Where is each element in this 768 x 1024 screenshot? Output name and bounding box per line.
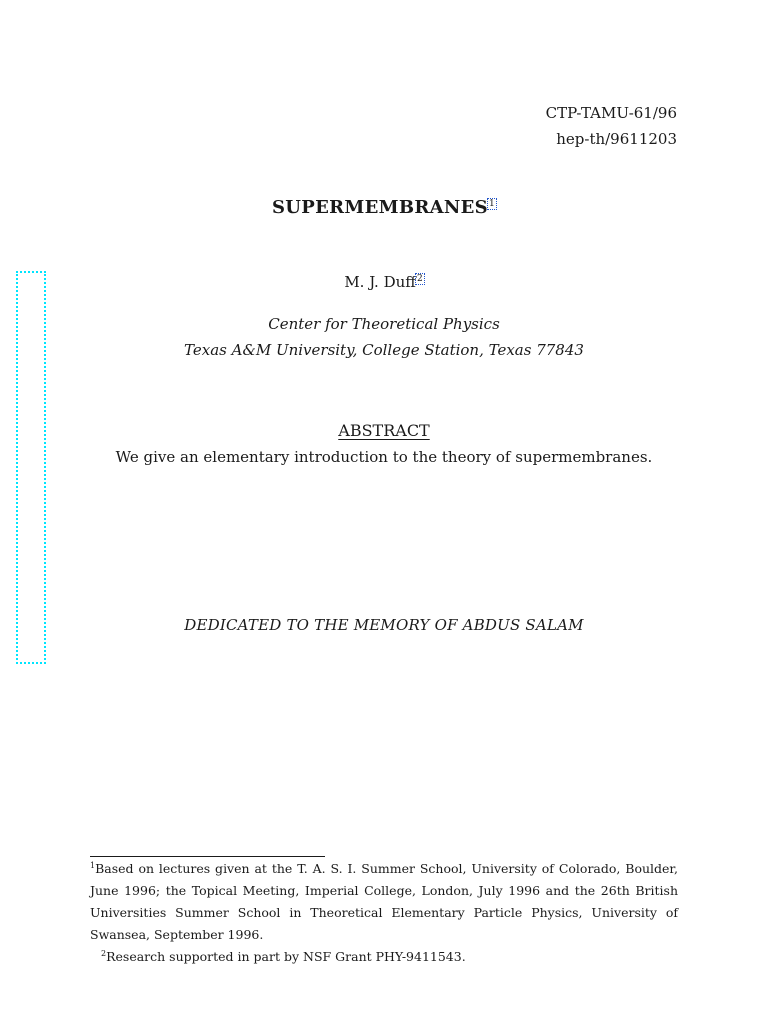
preprint-info bbox=[546, 100, 677, 152]
affiliation bbox=[0, 311, 768, 363]
footnote-2-text: Research supported in part by NSF Grant PHY-9411543. bbox=[106, 949, 466, 964]
paper-title bbox=[0, 197, 768, 218]
affiliation-line-2: Texas A&M University, College Station, Texas 77843 bbox=[184, 341, 584, 359]
footnote-1 bbox=[90, 858, 678, 946]
author bbox=[0, 273, 768, 291]
abstract-heading-text: ABSTRACT bbox=[338, 421, 430, 440]
footnote-1-mark: 1 bbox=[90, 860, 96, 870]
footnote-rule bbox=[90, 856, 325, 857]
title-footnote-link[interactable]: 1 bbox=[488, 199, 496, 209]
title-text: SUPERMEMBRANES bbox=[271, 197, 488, 218]
hyperlink-box[interactable] bbox=[16, 271, 46, 664]
abstract-heading bbox=[0, 421, 768, 440]
author-footnote-link[interactable]: 2 bbox=[416, 274, 423, 284]
abstract-text: We give an elementary introduction to the theory of supermembranes. bbox=[115, 448, 653, 466]
footnotes bbox=[90, 858, 678, 968]
footnote-1-text: Based on lectures given at the T. A. S. I. Summer School, University of Colorado, Boulder, June 1996; the Topical Meeting, Imperial College, London, July 1996 and the 26th British Universities Summer School in Theoretical Elementary Particle Physics, University of Swansea, September 1996. bbox=[90, 861, 678, 942]
author-name: M. J. Duff bbox=[344, 273, 416, 291]
affiliation-line-1: Center for Theoretical Physics bbox=[268, 315, 500, 333]
dedication: DEDICATED TO THE MEMORY OF ABDUS SALAM bbox=[184, 616, 584, 634]
footnote-2 bbox=[90, 946, 678, 968]
footnote-2-mark: 2 bbox=[101, 948, 107, 958]
report-number: CTP-TAMU-61/96 bbox=[545, 104, 677, 122]
arxiv-id: hep-th/9611203 bbox=[556, 130, 677, 148]
